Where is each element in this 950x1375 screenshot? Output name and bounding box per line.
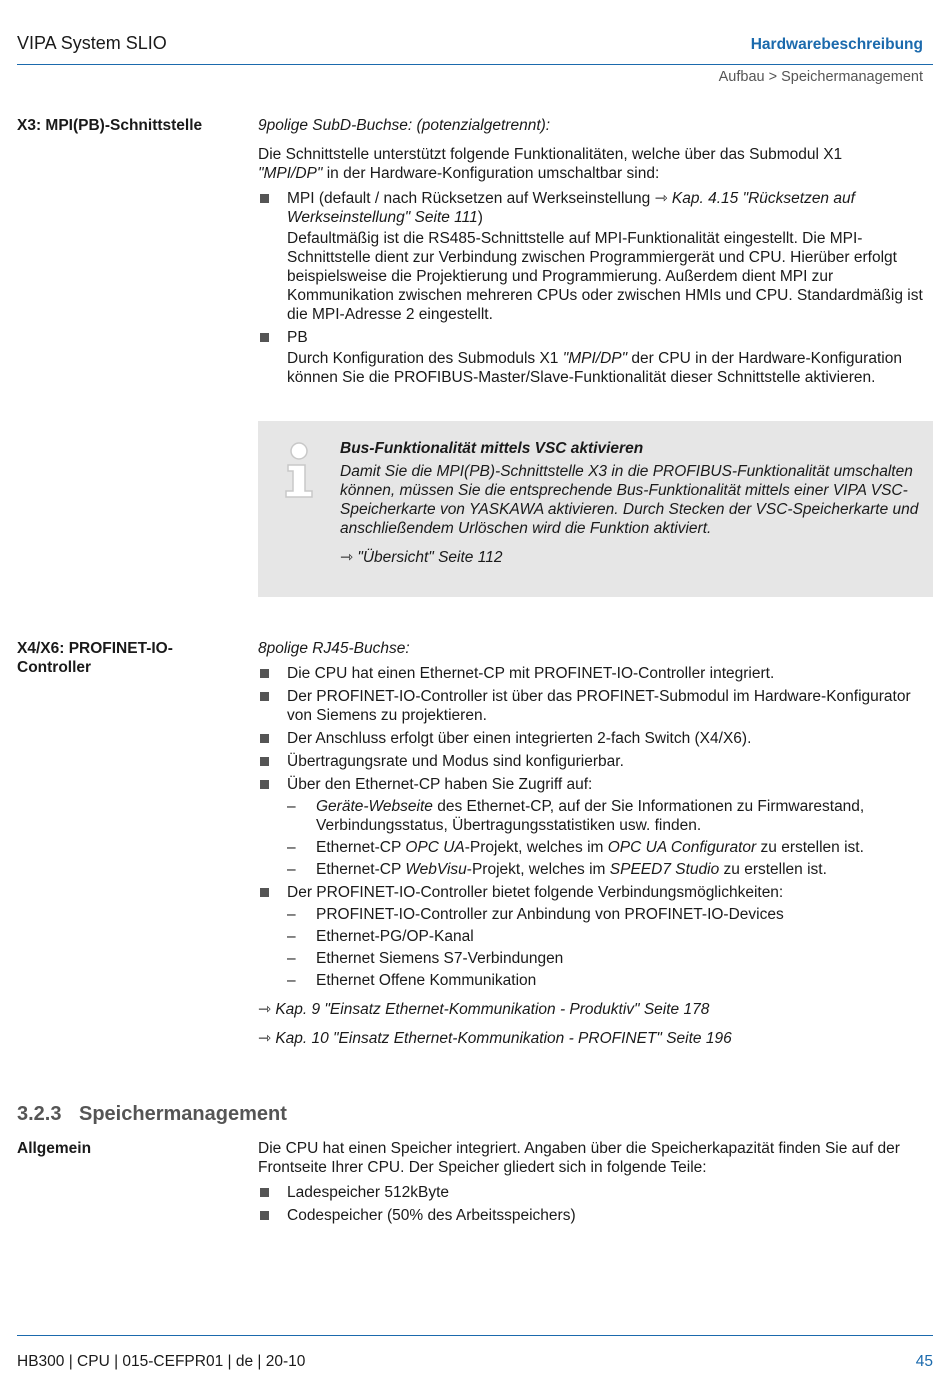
footer-doc-id: HB300 | CPU | 015-CEFPR01 | de | 20-10 xyxy=(17,1353,306,1370)
x4-list xyxy=(258,664,932,990)
access-list xyxy=(287,797,932,879)
list-item: PB Durch Konfiguration des Submoduls X1 "MPI/DP" der CPU in der Hardware-Konfiguration können Sie die PROFIBUS-Master/Slave-Funktionalität dieser Schnittstelle aktivieren. xyxy=(258,328,932,387)
list-item: Codespeicher (50% des Arbeitsspeichers) xyxy=(258,1206,932,1225)
x3-content xyxy=(258,116,932,387)
list-item: Der PROFINET-IO-Controller ist über das PROFINET-Submodul im Hardware-Konfigurator von Siemens zu projektieren. xyxy=(258,687,932,725)
list-item: Die CPU hat einen Ethernet-CP mit PROFINET-IO-Controller integriert. xyxy=(258,664,932,683)
document-title: VIPA System SLIO xyxy=(17,33,167,53)
link-arrow-icon: ⇾ xyxy=(340,549,353,566)
link-arrow-icon: ⇾ xyxy=(258,1030,271,1047)
memory-list xyxy=(258,1183,932,1225)
x4-content xyxy=(258,639,932,1048)
list-item: – Ethernet-CP WebVisu-Projekt, welches im SPEED7 Studio zu erstellen ist. xyxy=(287,860,932,879)
memory-content xyxy=(258,1139,932,1225)
connection-list xyxy=(287,905,932,990)
list-item: – Ethernet Siemens S7-Verbindungen xyxy=(287,949,932,968)
list-item: – Ethernet-CP OPC UA-Projekt, welches im OPC UA Configurator zu erstellen ist. xyxy=(287,838,932,857)
pb-description: Durch Konfiguration des Submoduls X1 "MPI/DP" der CPU in der Hardware-Konfiguration können Sie die PROFIBUS-Master/Slave-Funktionalität dieser Schnittstelle aktivieren. xyxy=(287,350,902,386)
crossref-link[interactable]: Kap. 10 "Einsatz Ethernet-Kommunikation - PROFINET" Seite 196 xyxy=(275,1030,732,1047)
note-body xyxy=(340,439,920,567)
mpi-description: Defaultmäßig ist die RS485-Schnittstelle auf MPI-Funktionalität eingestellt. Die MPI-Schnittstelle dient zur Verbindung zwischen Programmiergerät und CPU. Hierüber erfolgt beispielsweise die Projektierung und Programmierung. Außerdem dient MPI zur Kommunikation zwischen mehreren CPUs oder zwischen HMIs und CPU. Standardmäßig ist die MPI-Adresse 2 eingestellt. xyxy=(287,230,923,323)
footer-rule xyxy=(17,1335,933,1336)
note-text: Damit Sie die MPI(PB)-Schnittstelle X3 in die PROFIBUS-Funktionalität umschalten können, müssen Sie die entsprechende Bus-Funktionalität mittels einer VIPA VSC-Speicherkarte von YASKAWA aktivieren. Durch Stecken der VSC-Speicherkarte und anschließendem Urlöschen wird die Funktion aktiviert. xyxy=(340,463,919,537)
list-item: – PROFINET-IO-Controller zur Anbindung von PROFINET-IO-Devices xyxy=(287,905,932,924)
section-heading xyxy=(17,1105,287,1124)
list-item: – Geräte-Webseite des Ethernet-CP, auf der Sie Informationen zu Firmwarestand, Verbindungsstatus, Übertragungsstatistiken usw. finden. xyxy=(287,797,932,835)
list-item: Der PROFINET-IO-Controller bietet folgende Verbindungsmöglichkeiten: – PROFINET-IO-Controller zur Anbindung von PROFINET-IO-Devices – Ethernet-PG/OP-Kanal – Ethernet Siemens S7-Verbindungen – Ethernet Offene Kommunikation xyxy=(258,883,932,990)
list-item: – Ethernet Offene Kommunikation xyxy=(287,971,932,990)
crossref-link[interactable]: Kap. 4.15 "Rücksetzen auf Werkseinstellung" Seite 111 xyxy=(287,190,855,226)
section-number: 3.2.3 xyxy=(17,1103,62,1125)
list-item: Übertragungsrate und Modus sind konfigurierbar. xyxy=(258,752,932,771)
x3-list xyxy=(258,189,932,387)
x3-connector: 9polige SubD-Buchse: (potenzialgetrennt): xyxy=(258,117,551,134)
x4-connector: 8polige RJ45-Buchse: xyxy=(258,640,410,657)
general-label: Allgemein xyxy=(17,1140,92,1157)
memory-intro: Die CPU hat einen Speicher integriert. Angaben über die Speicherkapazität finden Sie auf der Frontseite Ihrer CPU. Der Speicher gliedert sich in folgende Teile: xyxy=(258,1140,900,1176)
crossref-link[interactable]: "Übersicht" Seite 112 xyxy=(357,549,503,566)
x4-label: X4/X6: PROFINET-IO-Controller xyxy=(17,640,173,676)
header-rule xyxy=(17,64,933,65)
chapter-title: Hardwarebeschreibung xyxy=(750,36,923,53)
list-item: Der Anschluss erfolgt über einen integrierten 2-fach Switch (X4/X6). xyxy=(258,729,932,748)
link-arrow-icon: ⇾ xyxy=(654,190,668,207)
info-icon xyxy=(282,441,318,504)
info-note xyxy=(258,421,933,597)
page-number: 45 xyxy=(915,1353,933,1370)
list-item: Ladespeicher 512kByte xyxy=(258,1183,932,1202)
x3-label: X3: MPI(PB)-Schnittstelle xyxy=(17,117,203,134)
link-arrow-icon: ⇾ xyxy=(258,1001,271,1018)
breadcrumb: Aufbau > Speichermanagement xyxy=(718,69,923,85)
list-item: – Ethernet-PG/OP-Kanal xyxy=(287,927,932,946)
section-title: Speichermanagement xyxy=(79,1103,287,1125)
list-item: MPI (default / nach Rücksetzen auf Werkseinstellung ⇾ Kap. 4.15 "Rücksetzen auf Werkseinstellung" Seite 111) Defaultmäßig ist die RS485-Schnittstelle auf MPI-Funktionalität eingestellt. Die MPI-Schnittstelle dient zur Verbindung zwischen Programmiergerät und CPU. Hierüber erfolgt beispielsweise die Projektierung und Programmierung. Außerdem dient MPI zur Kommunikation zwischen mehreren CPUs oder zwischen HMIs und CPU. Standardmäßig ist die MPI-Adresse 2 eingestellt. xyxy=(258,189,932,324)
crossref-link[interactable]: Kap. 9 "Einsatz Ethernet-Kommunikation - Produktiv" Seite 178 xyxy=(275,1001,710,1018)
list-item: Über den Ethernet-CP haben Sie Zugriff auf: – Geräte-Webseite des Ethernet-CP, auf der Sie Informationen zu Firmwarestand, Verbindungsstatus, Übertragungsstatistiken usw. finden. – Ethernet-CP OPC UA-Projekt, welches im OPC UA Configurator zu erstellen ist. – Ethernet-CP WebVisu-Projekt, welches im SPEED7 Studio zu erstellen ist. xyxy=(258,775,932,879)
note-title: Bus-Funktionalität mittels VSC aktivieren xyxy=(340,440,644,457)
x3-intro: Die Schnittstelle unterstützt folgende Funktionalitäten, welche über das Submodul X1 "MPI/DP" in der Hardware-Konfiguration umschaltbar sind: xyxy=(258,146,843,182)
